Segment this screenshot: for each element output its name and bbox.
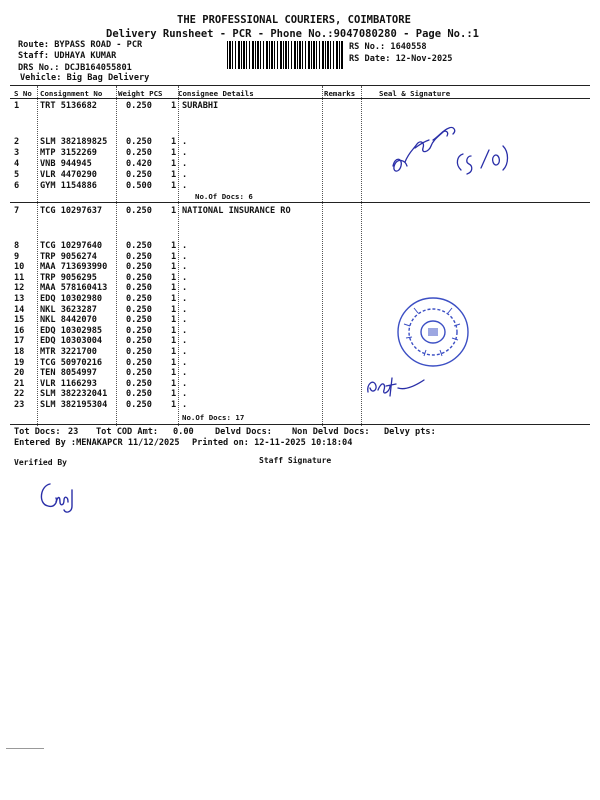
table-row <box>0 273 600 284</box>
row-pcs: 1 <box>171 159 177 169</box>
table-row <box>0 206 600 217</box>
row-weight: 0.250 <box>126 347 152 357</box>
row-consignee: . <box>182 272 188 283</box>
group2-doc-count: No.Of Docs: 17 <box>182 413 245 422</box>
company-name: THE PROFESSIONAL COURIERS, COIMBATORE <box>177 14 411 26</box>
row-pcs: 1 <box>171 251 177 262</box>
row-sno: 11 <box>14 272 25 283</box>
row-pcs: 1 <box>171 272 177 283</box>
col-weight-pcs: Weight PCS <box>118 89 163 98</box>
row-pcs: 1 <box>171 304 177 315</box>
table-row <box>0 101 600 112</box>
row-pcs: 1 <box>171 206 177 216</box>
col-remarks: Remarks <box>324 89 356 98</box>
row-consignment-no: VNB 944945 <box>40 159 92 169</box>
row-consignment-no: EDQ 10302985 <box>40 325 103 336</box>
row-pcs: 1 <box>171 357 177 368</box>
row-consignment-no: SLM 382189825 <box>40 137 108 147</box>
row-sno: 6 <box>14 181 20 191</box>
row-weight: 0.250 <box>126 170 152 180</box>
row-sno: 21 <box>14 378 25 389</box>
row-consignee: . <box>182 315 188 326</box>
entered-by: Entered By :MENAKAPCR 11/12/2025 <box>14 438 180 448</box>
row-pcs: 1 <box>171 181 177 191</box>
table-row <box>0 241 600 252</box>
row-pcs: 1 <box>171 170 177 180</box>
header-bottom-rule <box>10 98 590 99</box>
row-sno: 1 <box>14 101 20 111</box>
row-pcs: 1 <box>171 294 177 304</box>
row-consignee: . <box>182 347 188 357</box>
row-weight: 0.250 <box>126 283 152 294</box>
route-label: Route: BYPASS ROAD - PCR <box>18 40 143 50</box>
row-consignee: . <box>182 400 188 410</box>
row-consignment-no: MAA 578160413 <box>40 283 108 294</box>
scan-artifact-line <box>6 748 44 749</box>
staff-signature-label: Staff Signature <box>259 456 332 465</box>
row-consignment-no: MTR 3221700 <box>40 347 97 357</box>
col-consignee: Consignee Details <box>178 89 254 98</box>
row-weight: 0.250 <box>126 148 152 158</box>
group-separator <box>10 202 590 203</box>
row-weight: 0.500 <box>126 181 152 191</box>
drs-number: DRS No.: DCJB164055801 <box>18 63 132 73</box>
row-pcs: 1 <box>171 347 177 357</box>
table-top-rule <box>10 85 590 86</box>
row-consignee: . <box>182 170 188 180</box>
row-consignment-no: NKL 8442070 <box>40 315 97 326</box>
row-sno: 14 <box>14 304 25 315</box>
row-sno: 20 <box>14 368 25 379</box>
row-sno: 13 <box>14 294 25 304</box>
row-pcs: 1 <box>171 378 177 389</box>
row-consignment-no: TCG 10297637 <box>40 206 103 216</box>
row-weight: 0.250 <box>126 336 152 347</box>
row-consignee: SURABHI <box>182 101 219 111</box>
row-weight: 0.250 <box>126 389 152 400</box>
seal-stamp <box>394 294 472 370</box>
row-consignment-no: SLM 382232041 <box>40 389 108 400</box>
row-sno: 7 <box>14 206 20 216</box>
row-sno: 15 <box>14 315 25 326</box>
table-row <box>0 358 600 369</box>
handwritten-signature-2 <box>364 372 428 400</box>
row-consignee: . <box>182 325 188 336</box>
verified-initials-signature <box>36 478 84 516</box>
row-consignment-no: MTP 3152269 <box>40 148 97 158</box>
table-row <box>0 336 600 347</box>
row-consignee: . <box>182 148 188 158</box>
non-delivered-docs-label: Non Delvd Docs: <box>292 427 370 437</box>
row-weight: 0.250 <box>126 262 152 273</box>
table-row <box>0 305 600 316</box>
row-consignment-no: EDQ 10302980 <box>40 294 103 304</box>
row-weight: 0.250 <box>126 325 152 336</box>
barcode <box>227 41 343 69</box>
table-row <box>0 347 600 358</box>
col-consignment: Consignment No <box>40 89 103 98</box>
row-sno: 16 <box>14 325 25 336</box>
row-consignee: . <box>182 389 188 400</box>
row-weight: 0.250 <box>126 368 152 379</box>
row-consignment-no: EDQ 10303004 <box>40 336 103 347</box>
total-docs-value: 23 <box>68 427 79 437</box>
row-weight: 0.250 <box>126 315 152 326</box>
row-consignment-no: SLM 382195304 <box>40 400 108 410</box>
row-weight: 0.250 <box>126 272 152 283</box>
row-sno: 18 <box>14 347 25 357</box>
row-sno: 3 <box>14 148 20 158</box>
table-row <box>0 252 600 263</box>
row-consignee: . <box>182 336 188 347</box>
row-consignee: . <box>182 368 188 379</box>
row-consignment-no: MAA 713693990 <box>40 262 108 273</box>
row-sno: 4 <box>14 159 20 169</box>
delivered-docs-label: Delvd Docs: <box>215 427 272 437</box>
table-row <box>0 283 600 294</box>
row-weight: 0.250 <box>126 137 152 147</box>
row-sno: 5 <box>14 170 20 180</box>
vehicle-label: Vehicle: Big Bag Delivery <box>20 73 150 83</box>
row-pcs: 1 <box>171 283 177 294</box>
total-cod-value: 0.00 <box>173 427 194 437</box>
staff-label: Staff: UDHAYA KUMAR <box>18 51 117 61</box>
row-sno: 9 <box>14 251 20 262</box>
row-pcs: 1 <box>171 241 177 251</box>
row-pcs: 1 <box>171 148 177 158</box>
row-weight: 0.420 <box>126 159 152 169</box>
row-consignment-no: TCG 10297640 <box>40 241 103 251</box>
table-row <box>0 326 600 337</box>
table-row <box>0 379 600 390</box>
row-consignee: . <box>182 251 188 262</box>
row-sno: 2 <box>14 137 20 147</box>
row-consignee: . <box>182 181 188 191</box>
row-consignment-no: VLR 1166293 <box>40 378 97 389</box>
row-consignee: . <box>182 294 188 304</box>
row-weight: 0.250 <box>126 357 152 368</box>
row-consignment-no: TRP 9056274 <box>40 251 97 262</box>
row-weight: 0.250 <box>126 400 152 410</box>
row-weight: 0.250 <box>126 378 152 389</box>
verified-by-label: Verified By <box>14 458 67 467</box>
row-consignee: NATIONAL INSURANCE RO <box>182 206 291 216</box>
table-row <box>0 262 600 273</box>
row-weight: 0.250 <box>126 101 152 111</box>
row-consignee: . <box>182 241 188 251</box>
row-pcs: 1 <box>171 400 177 410</box>
delivery-points-label: Delvy pts: <box>384 427 436 437</box>
handwritten-signature-1 <box>385 118 515 188</box>
row-consignment-no: GYM 1154886 <box>40 181 97 191</box>
row-consignee: . <box>182 262 188 273</box>
row-consignee: . <box>182 137 188 147</box>
row-pcs: 1 <box>171 389 177 400</box>
row-pcs: 1 <box>171 368 177 379</box>
rs-number: RS No.: 1640558 <box>349 42 427 52</box>
row-consignee: . <box>182 357 188 368</box>
table-row <box>0 368 600 379</box>
col-seal-signature: Seal & Signature <box>379 89 451 98</box>
row-weight: 0.250 <box>126 294 152 304</box>
row-consignment-no: VLR 4470290 <box>40 170 97 180</box>
table-row <box>0 294 600 305</box>
row-weight: 0.250 <box>126 241 152 251</box>
row-pcs: 1 <box>171 101 177 111</box>
row-consignee: . <box>182 304 188 315</box>
table-bottom-rule <box>10 424 590 425</box>
row-consignee: . <box>182 378 188 389</box>
table-row <box>0 400 600 411</box>
table-row <box>0 389 600 400</box>
row-pcs: 1 <box>171 137 177 147</box>
row-pcs: 1 <box>171 325 177 336</box>
row-sno: 8 <box>14 241 20 251</box>
row-pcs: 1 <box>171 262 177 273</box>
row-sno: 22 <box>14 389 25 400</box>
row-weight: 0.250 <box>126 304 152 315</box>
total-docs-label: Tot Docs: <box>14 427 61 437</box>
row-sno: 12 <box>14 283 25 294</box>
row-weight: 0.250 <box>126 251 152 262</box>
row-pcs: 1 <box>171 336 177 347</box>
printed-on: Printed on: 12-11-2025 10:18:04 <box>192 438 353 448</box>
row-consignment-no: NKL 3623287 <box>40 304 97 315</box>
row-pcs: 1 <box>171 315 177 326</box>
row-consignee: . <box>182 283 188 294</box>
row-consignment-no: TCG 50970216 <box>40 357 103 368</box>
row-consignment-no: TRT 5136682 <box>40 101 97 111</box>
runsheet-title: Delivery Runsheet - PCR - Phone No.:9047080280 - Page No.:1 <box>106 28 479 40</box>
table-row <box>0 315 600 326</box>
col-sno: S No <box>14 89 32 98</box>
group1-doc-count: No.Of Docs: 6 <box>195 192 253 201</box>
row-consignee: . <box>182 159 188 169</box>
row-sno: 17 <box>14 336 25 347</box>
row-consignment-no: TRP 9056295 <box>40 272 97 283</box>
total-cod-label: Tot COD Amt: <box>96 427 159 437</box>
row-sno: 23 <box>14 400 25 410</box>
row-sno: 19 <box>14 357 25 368</box>
row-sno: 10 <box>14 262 25 273</box>
row-weight: 0.250 <box>126 206 152 216</box>
rs-date: RS Date: 12-Nov-2025 <box>349 54 453 64</box>
row-consignment-no: TEN 8054997 <box>40 368 97 379</box>
